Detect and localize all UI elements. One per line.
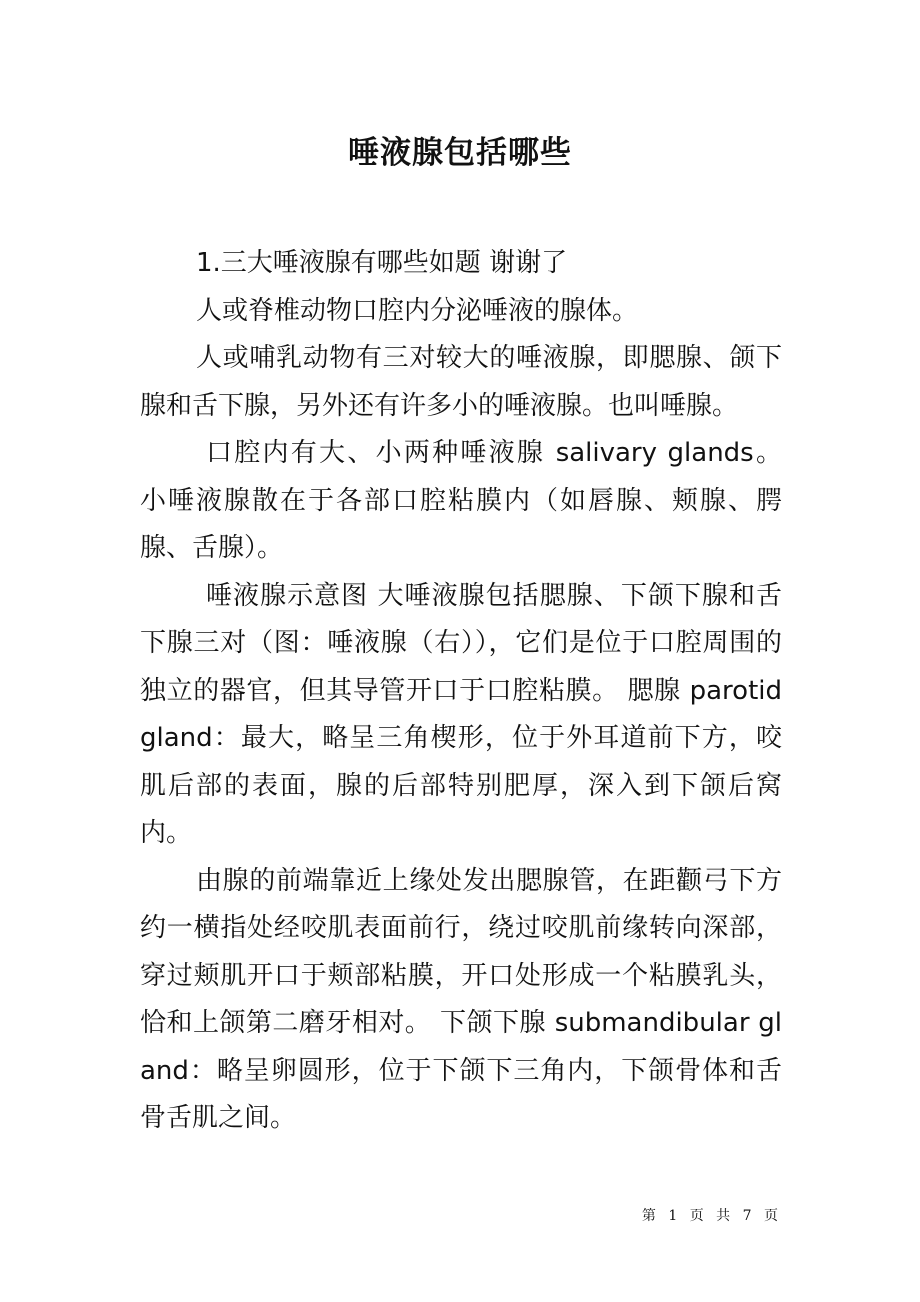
- paragraph: 人或脊椎动物口腔内分泌唾液的腺体。: [196, 295, 639, 326]
- paragraph: 唾液腺示意图 大唾液腺包括腮腺、下颌下腺和舌下腺三对（图：唾液腺（右）），它们是位于口腔周围的独立的器官，但其导管开口于口腔粘膜。 腮腺 parotid gland：最大，略呈三角楔形，位于外耳道前下方，咬肌后部的表面，腺的后部特别肥厚，深入到下颌后窝内。: [140, 580, 782, 848]
- paragraph: 口腔内有大、小两种唾液腺 salivary glands。 小唾液腺散在于各部口腔粘膜内（如唇腺、颊腺、腭腺、舌腺）。: [140, 438, 782, 563]
- page-number: 第 1 页 共 7 页: [641, 1208, 780, 1224]
- paragraph: 人或哺乳动物有三对较大的唾液腺，即腮腺、颌下腺和舌下腺，另外还有许多小的唾液腺。也叫唾腺。: [140, 343, 782, 421]
- paragraph: 由腺的前端靠近上缘处发出腮腺管，在距颧弓下方约一横指处经咬肌表面前行，绕过咬肌前缘转向深部，穿过颊肌开口于颊部粘膜，开口处形成一个粘膜乳头，恰和上颌第二磨牙相对。 下颌下腺 submandibular gland：略呈卵圆形，位于下颌下三角内，下颌骨体和舌骨舌肌之间。: [140, 865, 782, 1133]
- paragraph-heading: 1.三大唾液腺有哪些如题 谢谢了: [196, 248, 568, 278]
- document-body: [140, 240, 782, 1143]
- document-title: 唾液腺包括哪些: [348, 135, 572, 171]
